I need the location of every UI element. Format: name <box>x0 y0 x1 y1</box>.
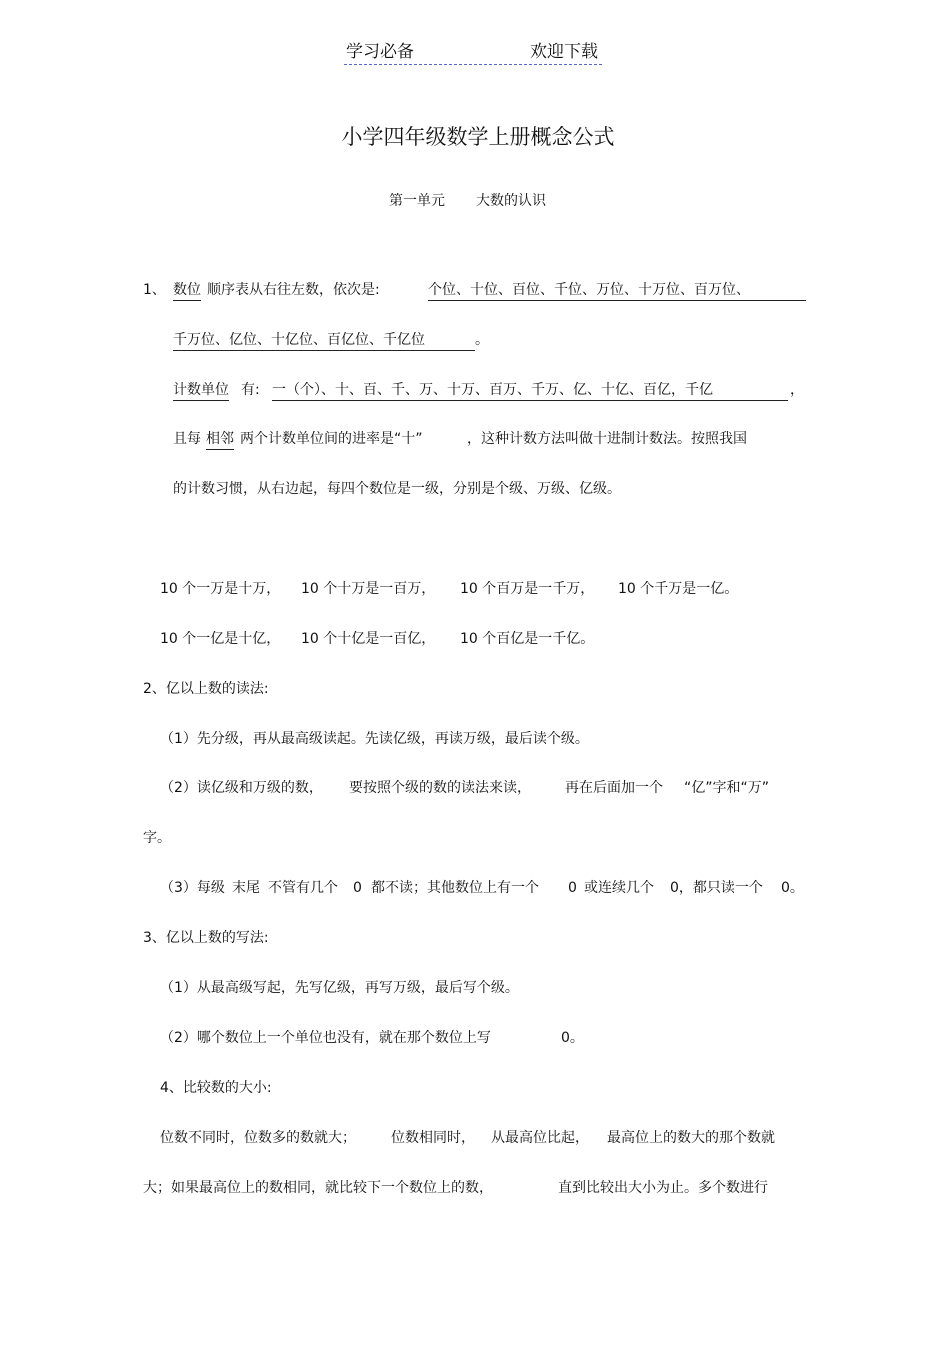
answer2-text: 千万位、亿位、十亿位、百亿位、千亿位 <box>173 331 475 351</box>
section1-answer2 <box>173 331 475 351</box>
section3-point2b: 0。 <box>561 1030 584 1046</box>
section2-point2c: 再在后面加一个 <box>565 780 663 796</box>
term-jishudanwei: 计数单位 <box>173 381 229 401</box>
tens-row2-item1: 10 个一亿是十亿， <box>160 631 281 647</box>
section2-point3b: 末尾 <box>232 880 260 896</box>
section1-end2: 。 <box>475 332 489 348</box>
term-xianglin: 相邻 <box>206 430 234 450</box>
answer1-text: 个位、十位、百位、千位、万位、十万位、百万位、 <box>428 281 806 301</box>
section3-heading: 3、亿以上数的写法: <box>143 930 269 946</box>
section2-point3h: 0，都只读一个 <box>670 880 763 896</box>
answer3-text: 一（个）、十、百、千、万、十万、百万、千万、亿、十亿、百亿，千亿 <box>272 381 788 401</box>
section4-line2a: 大；如果最高位上的数相同，就比较下一个数位上的数， <box>143 1180 493 1196</box>
section2-point3g: 或连续几个 <box>584 880 654 896</box>
section4-line1c: 从最高位比起， <box>491 1130 589 1146</box>
header-divider <box>344 64 602 65</box>
section2-point3d: 0 <box>353 880 362 896</box>
section3-point2a: （2）哪个数位上一个单位也没有，就在那个数位上写 <box>160 1030 491 1046</box>
section4-heading: 4、比较数的大小: <box>160 1080 272 1096</box>
section2-point2a: （2）读亿级和万级的数， <box>160 780 323 796</box>
section1-number: 1、 <box>143 282 166 298</box>
section2-heading: 2、亿以上数的读法: <box>143 681 269 697</box>
unit-number: 第一单元 <box>389 193 445 209</box>
section4-line1d: 最高位上的数大的那个数就 <box>607 1130 775 1146</box>
header-left-text: 学习必备 <box>346 42 414 62</box>
term-shuwei: 数位 <box>173 281 201 301</box>
section1-line4a: 且每 <box>173 431 201 447</box>
section2-point3e: 都不读；其他数位上有一个 <box>371 880 539 896</box>
unit-name: 大数的认识 <box>476 193 546 209</box>
section4-line1a: 位数不同时，位数多的数就大； <box>160 1130 356 1146</box>
tens-row1-item2: 10 个十万是一百万， <box>301 581 436 597</box>
section1-term <box>173 281 201 301</box>
tens-row2-item2: 10 个十亿是一百亿， <box>301 631 436 647</box>
section1-line4c: ，这种计数方法叫做十进制计数法。按照我国 <box>467 431 747 447</box>
section1-text3: 有: <box>241 382 260 398</box>
section1-line4b: 两个计数单位间的进率是“十” <box>240 431 423 447</box>
section1-answer3 <box>272 381 788 401</box>
section1-text1: 顺序表从右往左数，依次是: <box>207 282 380 298</box>
section2-point2d: “亿”字和“万” <box>684 780 770 796</box>
tens-row1-item1: 10 个一万是十万， <box>160 581 281 597</box>
section2-point3c: 不管有几个 <box>268 880 338 896</box>
tens-row1-item3: 10 个百万是一千万， <box>460 581 595 597</box>
section2-point3i: 0。 <box>781 880 804 896</box>
section3-point1: （1）从最高级写起，先写亿级，再写万级，最后写个级。 <box>160 980 519 996</box>
section1-line4-term <box>206 430 234 450</box>
section2-point2e: 字。 <box>143 830 171 846</box>
section1-line5: 的计数习惯，从右边起，每四个数位是一级，分别是个级、万级、亿级。 <box>173 481 621 497</box>
tens-row2-item3: 10 个百亿是一千亿。 <box>460 631 595 647</box>
section2-point1: （1）先分级，再从最高级读起。先读亿级，再读万级，最后读个级。 <box>160 731 589 747</box>
section1-term2 <box>173 381 229 401</box>
section4-line2b: 直到比较出大小为止。多个数进行 <box>558 1180 768 1196</box>
header-right-text: 欢迎下载 <box>530 42 598 62</box>
page-title: 小学四年级数学上册概念公式 <box>341 125 615 149</box>
section2-point3a: （3）每级 <box>160 880 225 896</box>
tens-row1-item4: 10 个千万是一亿。 <box>618 581 739 597</box>
section1-answer1 <box>428 281 806 301</box>
section1-end3: ， <box>790 382 804 398</box>
section4-line1b: 位数相同时， <box>391 1130 475 1146</box>
section2-point2b: 要按照个级的数的读法来读， <box>349 780 531 796</box>
section2-point3f: 0 <box>568 880 577 896</box>
